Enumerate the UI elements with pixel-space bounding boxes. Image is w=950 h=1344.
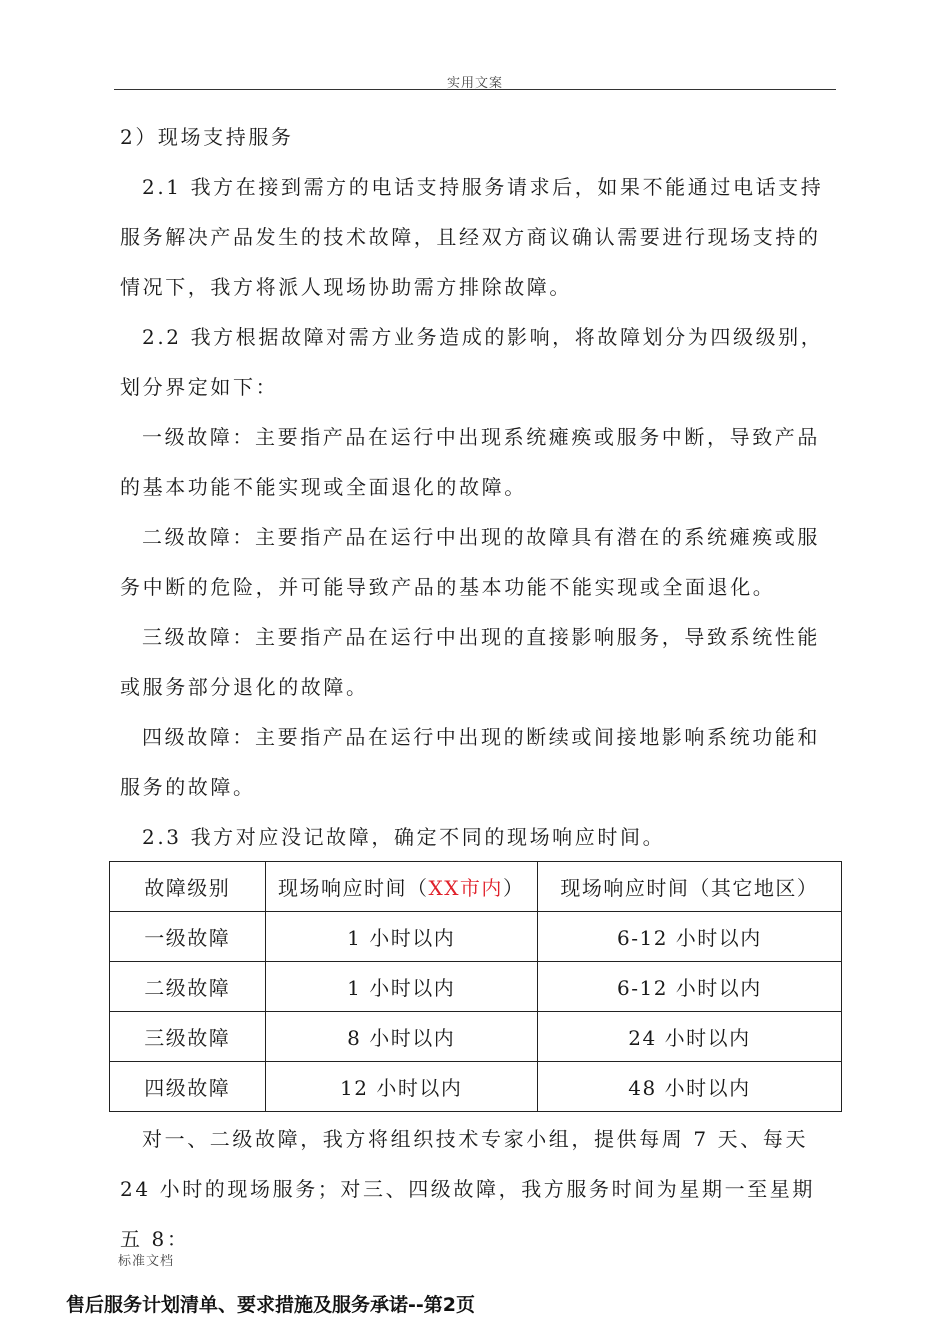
cell-level: 一级故障 <box>110 912 266 962</box>
cell-other-time: 48 小时以内 <box>537 1062 841 1112</box>
paragraph-2-3: 2.3 我方对应没记故障，确定不同的现场响应时间。 <box>142 825 666 849</box>
table-row <box>110 912 842 962</box>
section-heading: 2）现场支持服务 <box>120 125 294 149</box>
cell-level: 四级故障 <box>110 1062 266 1112</box>
table-row <box>110 1012 842 1062</box>
paragraph-2-1: 2.1 我方在接到需方的电话支持服务请求后，如果不能通过电话支持服务解决产品发生的技术故障，且经双方商议确认需要进行现场支持的情况下，我方将派人现场协助需方排除故障。 <box>120 175 824 299</box>
cell-local-time: 12 小时以内 <box>265 1062 537 1112</box>
header-local-prefix: 现场响应时间（ <box>277 876 429 900</box>
header-fault-level: 故障级别 <box>110 862 266 912</box>
table-row <box>110 1062 842 1112</box>
header-local-highlight: XX市内 <box>428 876 503 900</box>
response-time-table <box>109 861 842 1112</box>
fault-level-1-definition: 一级故障：主要指产品在运行中出现系统瘫痪或服务中断，导致产品的基本功能不能实现或全面退化的故障。 <box>120 425 820 499</box>
cell-local-time: 8 小时以内 <box>265 1012 537 1062</box>
cell-local-time: 1 小时以内 <box>265 912 537 962</box>
header-other-response: 现场响应时间（其它地区） <box>537 862 841 912</box>
table-header-row <box>110 862 842 912</box>
fault-level-3-definition: 三级故障：主要指产品在运行中出现的直接影响服务，导致系统性能或服务部分退化的故障。 <box>120 625 820 699</box>
fault-level-2-definition: 二级故障：主要指产品在运行中出现的故障具有潜在的系统瘫痪或服务中断的危险，并可能导致产品的基本功能不能实现或全面退化。 <box>120 525 820 599</box>
service-hours-paragraph: 对一、二级故障，我方将组织技术专家小组，提供每周 7 天、每天 24 小时的现场服务；对三、四级故障，我方服务时间为星期一至星期五 8： <box>120 1127 816 1251</box>
header-local-suffix: ） <box>502 876 525 900</box>
header-divider <box>114 89 836 90</box>
page-header-title: 实用文案 <box>446 76 503 91</box>
cell-level: 三级故障 <box>110 1012 266 1062</box>
cell-level: 二级故障 <box>110 962 266 1012</box>
cell-other-time: 24 小时以内 <box>537 1012 841 1062</box>
document-caption: 售后服务计划清单、要求措施及服务承诺--第2页 <box>66 1294 475 1316</box>
cell-other-time: 6-12 小时以内 <box>537 962 841 1012</box>
page-footer-label: 标准文档 <box>118 1254 175 1269</box>
header-local-response <box>265 862 537 912</box>
fault-level-4-definition: 四级故障：主要指产品在运行中出现的断续或间接地影响系统功能和服务的故障。 <box>120 725 820 799</box>
cell-local-time: 1 小时以内 <box>265 962 537 1012</box>
document-body <box>120 112 836 862</box>
cell-other-time: 6-12 小时以内 <box>537 912 841 962</box>
paragraph-2-2: 2.2 我方根据故障对需方业务造成的影响，将故障划分为四级级别，划分界定如下： <box>120 325 824 399</box>
table-row <box>110 962 842 1012</box>
